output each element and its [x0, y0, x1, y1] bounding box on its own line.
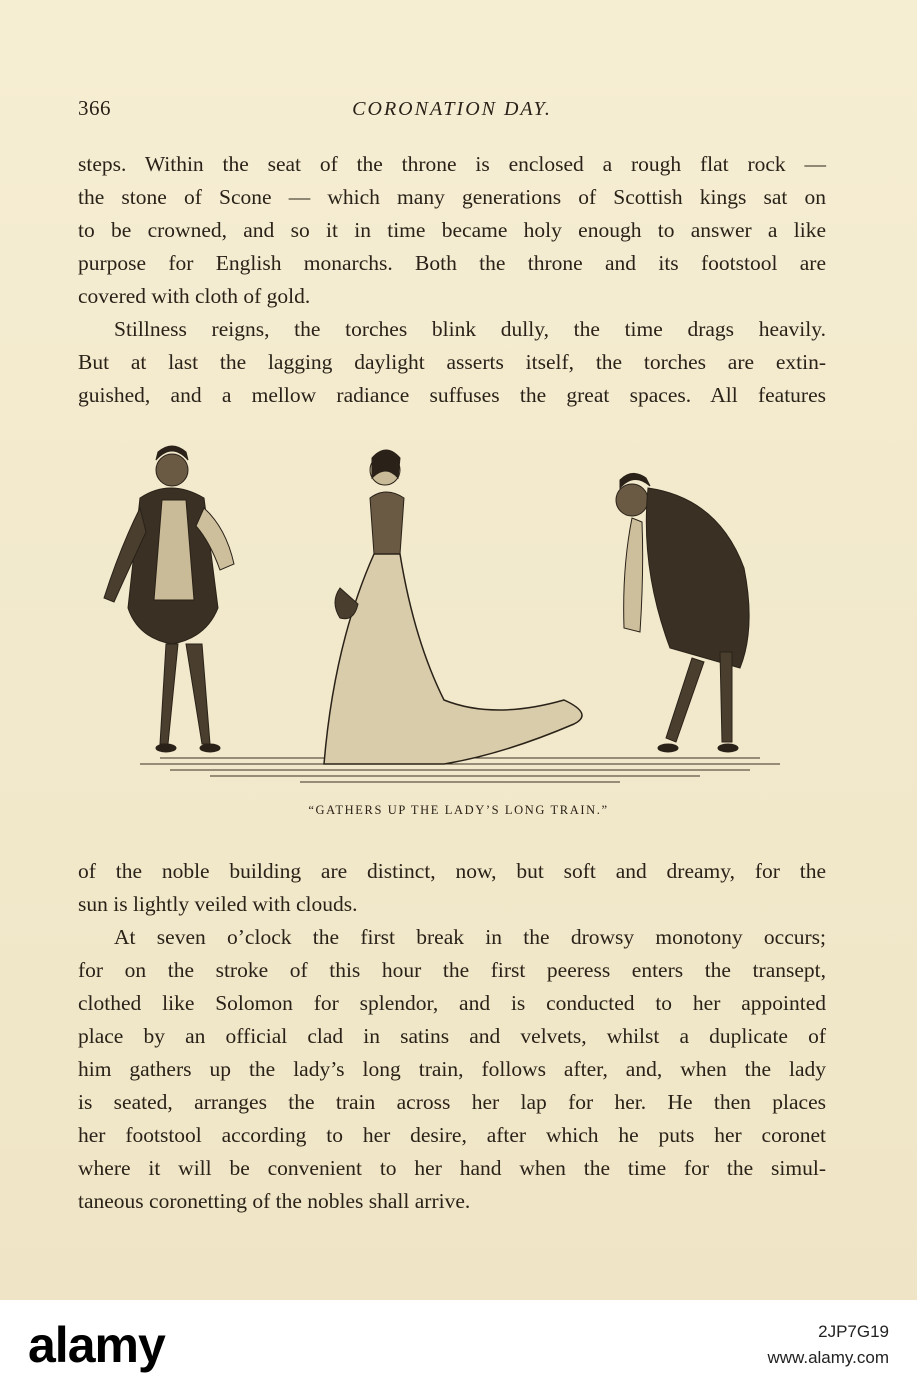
text-line: sun is lightly veiled with clouds. — [78, 892, 358, 916]
text-line: purpose for English monarchs. Both the throne and its footstool are — [78, 251, 826, 275]
text-line: him gathers up the lady’s long train, follows after, and, when the lady — [78, 1057, 826, 1081]
watermark-logo: alamy — [28, 1317, 165, 1373]
text-line: taneous coronetting of the nobles shall arrive. — [78, 1189, 471, 1213]
text-block-bottom — [78, 855, 826, 1218]
illustration-caption: “GATHERS UP THE LADY’S LONG TRAIN.” — [308, 803, 609, 817]
paragraph-2 — [78, 313, 826, 412]
text-line: clothed like Solomon for splendor, and is conducted to her appointed — [78, 991, 826, 1015]
page-header — [78, 96, 826, 136]
left-courtier-figure — [104, 446, 234, 752]
text-line: covered with cloth of gold. — [78, 284, 311, 308]
text-line: But at last the lagging daylight asserts itself, the torches are extin- — [78, 350, 826, 374]
text-line: for on the stroke of this hour the first peeress enters the transept, — [78, 958, 826, 982]
text-line: guished, and a mellow radiance suffuses the great spaces. All features — [78, 383, 826, 407]
engraving-illustration — [100, 438, 820, 790]
text-line: where it will be convenient to her hand when the time for the simul- — [78, 1156, 826, 1180]
page-number: 366 — [78, 96, 111, 120]
text-line: her footstool according to her desire, after which he puts her coronet — [78, 1123, 826, 1147]
text-line: Stillness reigns, the torches blink dully, the time drags heavily. — [114, 317, 826, 341]
text-block-top — [78, 148, 826, 412]
text-line: steps. Within the seat of the throne is enclosed a rough flat rock — — [78, 152, 826, 176]
text-line: the stone of Scone — which many generations of Scottish kings sat on — [78, 185, 826, 209]
watermark-url: www.alamy.com — [767, 1348, 889, 1367]
paragraph-1 — [78, 148, 826, 313]
paragraph-4 — [78, 921, 826, 1218]
text-line: of the noble building are distinct, now, but soft and dreamy, for the — [78, 859, 826, 883]
paragraph-3 — [78, 855, 826, 921]
running-head: CORONATION DAY. — [352, 98, 552, 120]
text-line: At seven o’clock the first break in the drowsy monotony occurs; — [114, 925, 826, 949]
text-line: place by an official clad in satins and velvets, whilst a duplicate of — [78, 1024, 826, 1048]
watermark-image-id: 2JP7G19 — [818, 1322, 889, 1341]
text-line: to be crowned, and so it in time became holy enough to answer a like — [78, 218, 826, 242]
lady-figure — [324, 450, 582, 764]
right-courtier-figure — [616, 473, 749, 752]
text-line: is seated, arranges the train across her lap for her. He then places — [78, 1090, 826, 1114]
